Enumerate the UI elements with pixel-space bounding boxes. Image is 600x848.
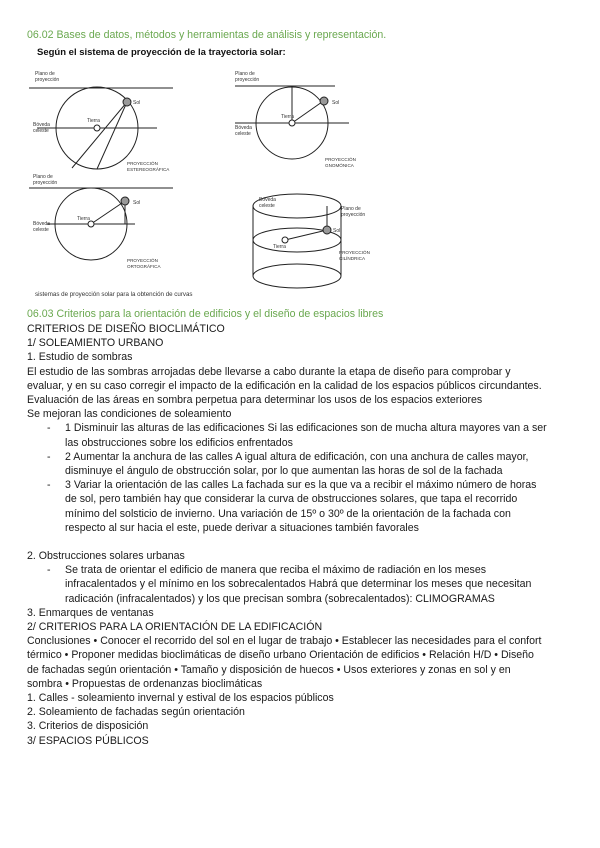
paragraph-line: Se mejoran las condiciones de soleamiento — [27, 408, 232, 421]
list-item-line: las obstrucciones sobre los edificios enfrentados — [65, 436, 293, 449]
section-header-0603: 06.03 Criterios para la orientación de edificios y el diseño de espacios libres — [27, 308, 384, 320]
list-item-line: radicación (infracalentados) y los que precisan sombra (sobrecalentados): CLIMOGRAMAS — [65, 592, 495, 605]
d3-tierra: Tierra — [77, 216, 90, 222]
paragraph-line: sombra • Propuestas de ordenanzas bioclimáticas — [27, 677, 263, 690]
d4-proj-1: PROYECCIÓN — [339, 250, 370, 255]
d1-tierra: Tierra — [87, 118, 100, 124]
d2-proj-1: PROYECCIÓN — [325, 157, 356, 162]
d2-plano-2: proyección — [235, 77, 260, 83]
heading-soleamiento: 1/ SOLEAMIENTO URBANO — [27, 337, 164, 350]
list-item-line: 2 Aumentar la anchura de las calles A igual altura de edificación, con una anchura de calles mayor, — [65, 450, 529, 463]
list-line: 2. Soleamiento de fachadas según orientación — [27, 706, 245, 719]
d3-proj-1: PROYECCIÓN — [127, 258, 158, 263]
list-item — [27, 478, 583, 535]
d2-plano-1: Plano de — [235, 71, 255, 77]
paragraph-line: térmico • Proponer medidas bioclimáticas de diseño urbano Orientación de edificios • Relación H/D • Diseño — [27, 649, 534, 662]
d3-boveda-2: celeste — [33, 227, 49, 233]
d1-boveda-1: Bóveda — [33, 122, 50, 128]
diagram-orthographic — [29, 188, 173, 260]
d1-plano-2: proyección — [35, 77, 60, 83]
d3-plano-1: Plano de — [33, 174, 53, 180]
heading-espacios: 3/ ESPACIOS PÚBLICOS — [27, 734, 149, 747]
subheading-sombras: 1. Estudio de sombras — [27, 351, 133, 364]
d4-sol: Sol — [333, 228, 341, 234]
d1-plano-1: Plano de — [35, 71, 55, 77]
d2-tierra: Tierra — [281, 114, 294, 120]
list-item-line: infracalentados y el mínimo en los sobrecalentados Habrá que determinar los meses que necesitan — [65, 578, 532, 591]
diagram-stereographic — [29, 87, 173, 169]
list-item-line: respecto al sur hacia el este, puede derivar a situaciones también favorales — [65, 521, 419, 534]
document-body — [27, 322, 583, 748]
section-header-0602: 06.02 Bases de datos, métodos y herramientas de análisis y representación. — [27, 29, 387, 41]
heading-criterios: CRITERIOS DE DISEÑO BIOCLIMÁTICO — [27, 323, 225, 335]
paragraph-line: evaluar, y en su caso corregir el impacto de la edificación en la calidad de los espacios públicos circundantes. — [27, 379, 542, 392]
figure-title: Según el sistema de proyección de la trayectoria solar: — [37, 47, 286, 58]
list-item-line: 3 Variar la orientación de las calles La fachada sur es la que va a recibir el máximo número de horas — [65, 479, 537, 492]
d1-proj-2: ESTEREOGRÁFICA — [127, 167, 170, 172]
solar-projection-figure — [27, 44, 381, 300]
d3-sol: Sol — [133, 200, 141, 206]
bullet-dash: - — [47, 450, 51, 463]
d2-boveda-2: celeste — [235, 131, 251, 137]
d1-sol: Sol — [133, 100, 141, 106]
list-item-line: de sol, pero también hay que considerar la curva de obstrucciones solares, que tapa el recorrido — [65, 493, 518, 506]
d4-proj-2: CILÍNDRICA — [339, 256, 366, 261]
paragraph-line: de fachadas según orientación • Tamaño y disposición de huecos • Usos exteriores y zonas en sol y en — [27, 663, 511, 676]
list-item-line: disminuye el ángulo de obstrucción solar, por lo que aumentan las horas de sol de la fachada — [65, 465, 503, 478]
d1-proj-1: PROYECCIÓN — [127, 161, 158, 166]
bullet-dash: - — [47, 479, 51, 492]
heading-orientacion: 2/ CRITERIOS PARA LA ORIENTACIÓN DE LA EDIFICACIÓN — [27, 621, 323, 634]
figure-caption: sistemas de proyección solar para la obtención de curvas — [35, 291, 193, 298]
subheading-obstrucciones: 2. Obstrucciones solares urbanas — [27, 550, 185, 563]
list-line: 1. Calles - soleamiento invernal y estival de los espacios públicos — [27, 692, 334, 705]
d2-sol: Sol — [332, 100, 340, 106]
d2-boveda-1: Bóveda — [235, 125, 252, 131]
d2-proj-2: GNOMÓNICA — [325, 163, 354, 168]
bullet-dash: - — [47, 564, 51, 577]
list-item — [27, 450, 583, 478]
d3-boveda-1: Bóveda — [33, 221, 50, 227]
list-item-line: 1 Disminuir las alturas de las edificaciones Si las edificaciones son de mucha altura mayores van a ser — [65, 422, 547, 435]
d4-plano-2: proyección — [341, 212, 366, 218]
d4-tierra: Tierra — [273, 244, 286, 250]
bullet-dash: - — [47, 422, 51, 435]
list-item — [27, 563, 583, 606]
list-item-line: Se trata de orientar el edificio de manera que reciba el máximo de radiación en los meses — [65, 564, 487, 577]
d4-boveda-2: celeste — [259, 203, 275, 209]
paragraph-line: Conclusiones • Conocer el recorrido del sol en el lugar de trabajo • Establecer las necesidades para el confort — [27, 635, 542, 648]
list-line: 3. Criterios de disposición — [27, 720, 149, 733]
paragraph-line: Evaluación de las áreas en sombra perpetua para determinar los usos de los espacios exteriores — [27, 394, 483, 407]
d3-plano-2: proyección — [33, 180, 58, 186]
paragraph-line: El estudio de las sombras arrojadas debe llevarse a cabo durante la etapa de diseño para comprobar y — [27, 365, 511, 378]
d1-boveda-2: celeste — [33, 128, 49, 134]
d3-proj-2: ORTOGRÁFICA — [127, 264, 161, 269]
d4-plano-1: Plano de — [341, 206, 361, 212]
list-item — [27, 421, 583, 449]
d4-boveda-1: Bóveda — [259, 197, 276, 203]
diagram-gnomonic — [235, 86, 349, 159]
subheading-enmarques: 3. Enmarques de ventanas — [27, 606, 154, 619]
list-item-line: mínimo del solsticio de invierno. Una variación de 15º o 30º de la orientación de la fachada con — [65, 507, 511, 520]
